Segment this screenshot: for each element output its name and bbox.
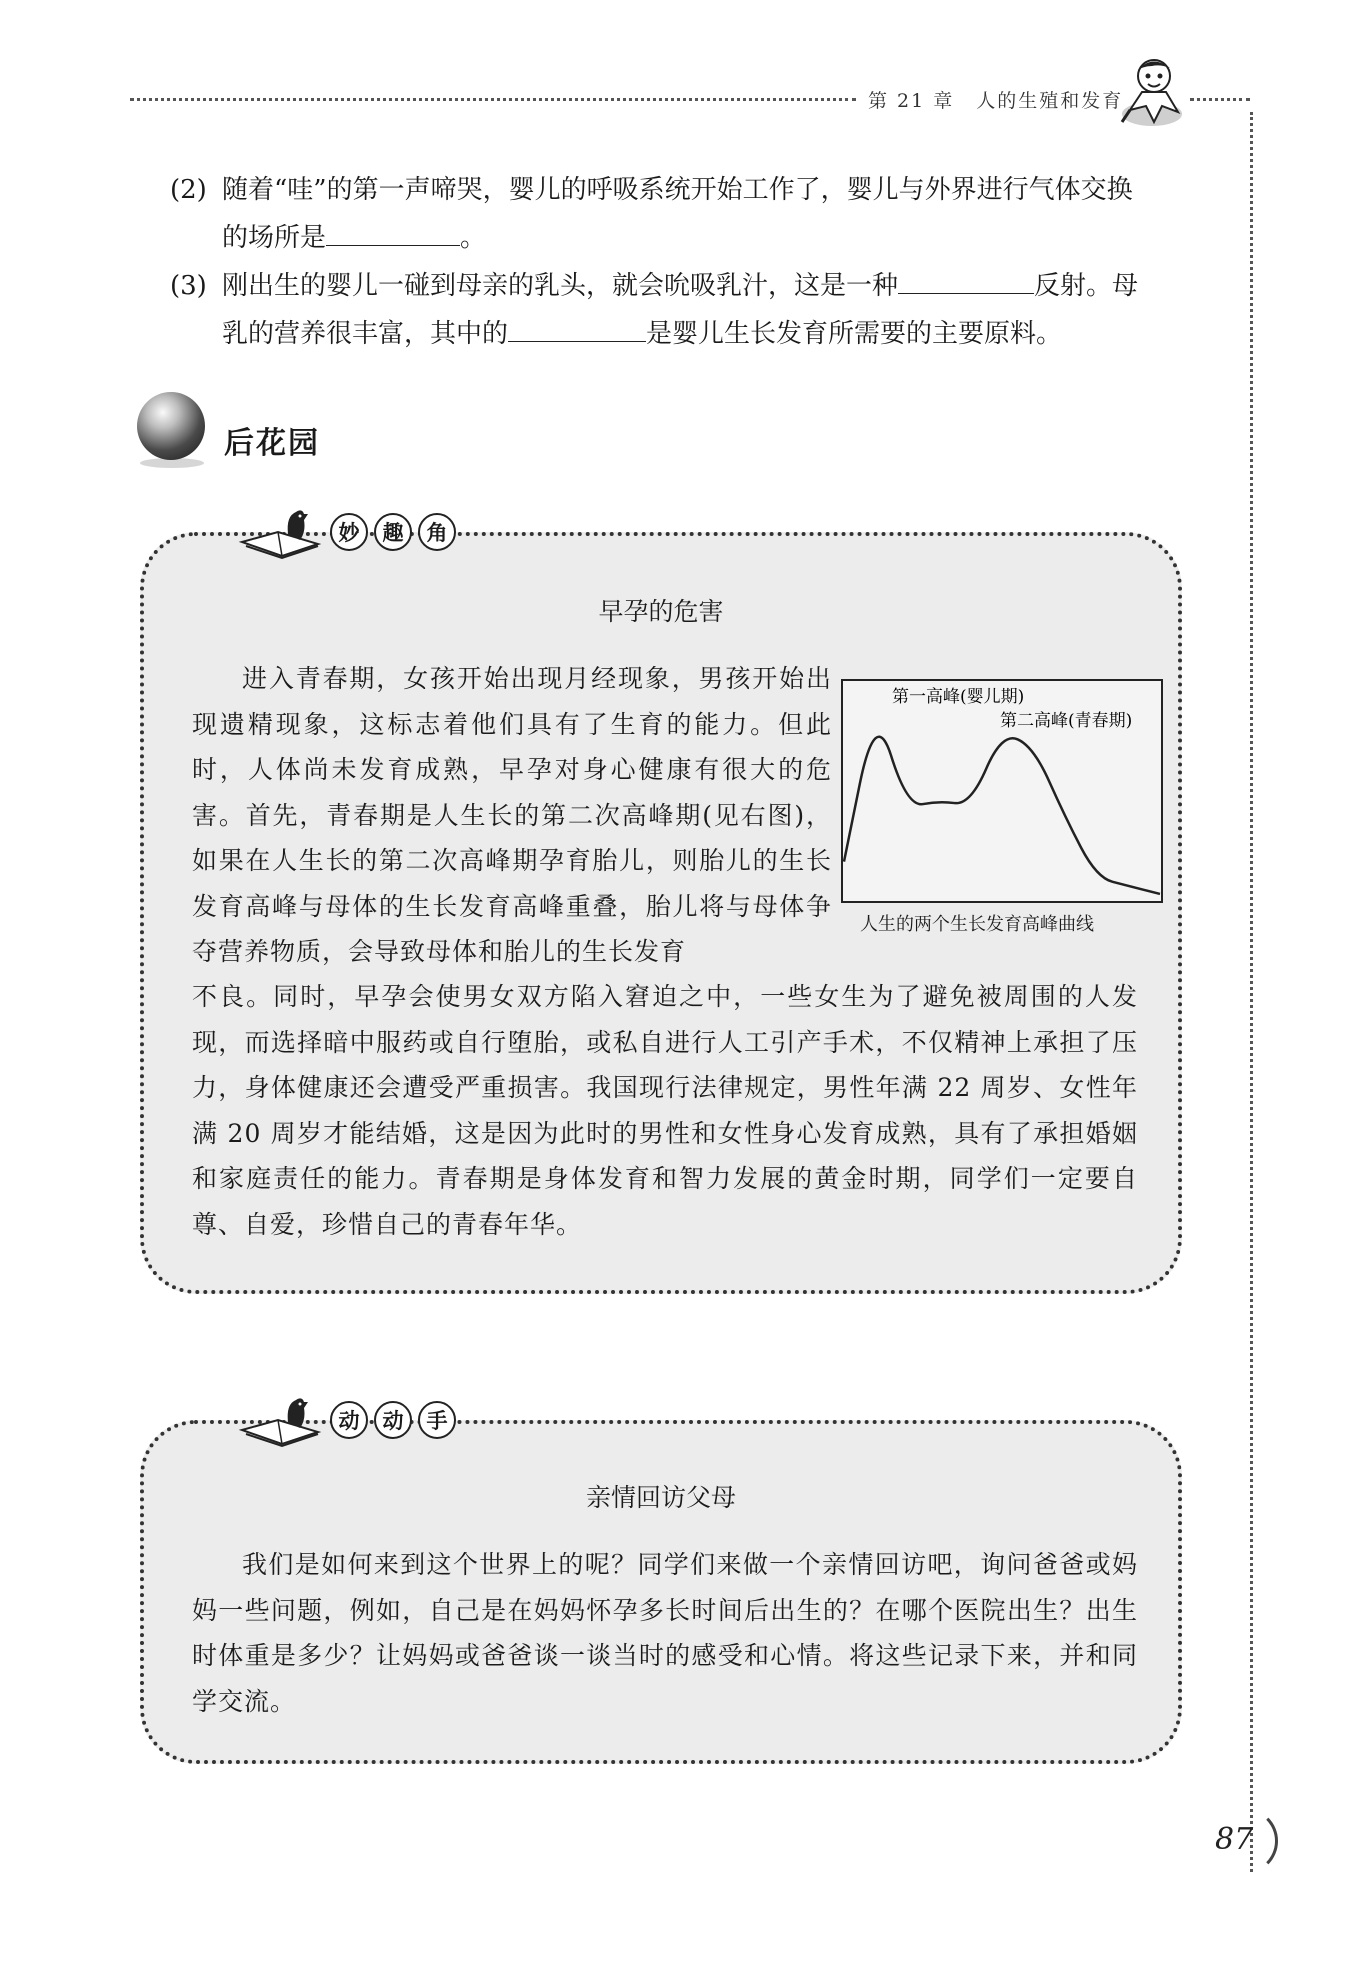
chapter-number: 第 21 章 (868, 90, 955, 112)
question-text: 刚出生的婴儿一碰到母亲的乳头，就会吮吸乳汁，这是一种 (222, 271, 899, 301)
box-tab (238, 504, 462, 560)
question-text: 。 (460, 223, 487, 253)
tab-char: 趣 (374, 513, 412, 551)
question-2 (170, 166, 1200, 262)
annotation-second-peak: 第二高峰(青春期) (1000, 711, 1133, 731)
answer-blank[interactable] (326, 215, 460, 246)
tab-char: 动 (374, 1401, 412, 1439)
header-rule (130, 98, 856, 101)
question-text: 反射。母 (1034, 271, 1139, 301)
box-paragraph: 不良。同时，早孕会使男女双方陷入窘迫之中，一些女生为了避免被周围的人发现，而选择暗中服药或自行堕胎，或私自进行人工引产手术，不仅精神上承担了压力，身体健康还会遭受严重损害。我国现行法律规定，男性年满 22 周岁、女性年满 20 周岁才能结婚，这是因为此时的男性和女性身心发育成熟，具有了承担婚姻和家庭责任的能力。青春期是身体发育和智力发展的黄金时期，同学们一定要自尊、自爱，珍惜自己的青春年华。 (192, 982, 1138, 1239)
growth-peak-chart (836, 676, 1166, 986)
book-dog-icon (238, 504, 324, 560)
hands-on-box (140, 1420, 1182, 1764)
mascot-icon (1112, 52, 1192, 136)
question-text: 是婴儿生长发育所需要的主要原料。 (646, 319, 1063, 349)
book-dog-icon (238, 1392, 324, 1448)
page-number: 87 (1215, 1822, 1254, 1857)
question-3 (170, 262, 1200, 358)
chart-caption: 人生的两个生长发育高峰曲线 (860, 914, 1094, 935)
header-rule-right (1190, 98, 1250, 101)
question-text: 随着“哇”的第一声啼哭，婴儿的呼吸系统开始工作了，婴儿与外界进行气体交换 (222, 175, 1133, 205)
page-margin-rule (1250, 112, 1253, 1872)
section-ball-icon (137, 392, 205, 460)
box-paragraph: 进入青春期，女孩开始出现月经现象，男孩开始出现遗精现象，这标志着他们具有了生育的能力。但此时，人体尚未发育成熟，早孕对身心健康有很大的危害。首先，青春期是人生长的第二次高峰期(见右图)，如果在人生长的第二次高峰期孕育胎儿，则胎儿的生长发育高峰与母体的生长发育高峰重叠，胎儿将与母体争夺营养物质，会导致母体和胎儿的生长发育 (192, 664, 832, 966)
chapter-title: 人的生殖和发育 (976, 90, 1124, 112)
box-paragraph: 我们是如何来到这个世界上的呢？同学们来做一个亲情回访吧，询问爸爸或妈妈一些问题，例如，自己是在妈妈怀孕多长时间后出生的？在哪个医院出生？出生时体重是多少？让妈妈或爸爸谈一谈当时的感受和心情。将这些记录下来，并和同学交流。 (192, 1550, 1138, 1716)
chart-svg (836, 676, 1166, 906)
tab-char: 动 (330, 1401, 368, 1439)
box-tab (238, 1392, 462, 1448)
tab-char: 角 (418, 513, 456, 551)
answer-blank[interactable] (898, 263, 1034, 294)
running-header (868, 86, 1145, 113)
question-number: (2) (170, 175, 207, 205)
annotation-first-peak: 第一高峰(婴儿期) (892, 687, 1025, 707)
section-title: 后花园 (224, 426, 320, 461)
question-text: 乳的营养很丰富，其中的 (222, 319, 509, 349)
box-title: 早孕的危害 (598, 597, 724, 626)
question-text: 的场所是 (222, 223, 327, 253)
answer-blank[interactable] (508, 311, 646, 342)
tab-char: 妙 (330, 513, 368, 551)
tab-char: 手 (418, 1401, 456, 1439)
box-title: 亲情回访父母 (585, 1483, 736, 1512)
question-number: (3) (170, 271, 207, 301)
